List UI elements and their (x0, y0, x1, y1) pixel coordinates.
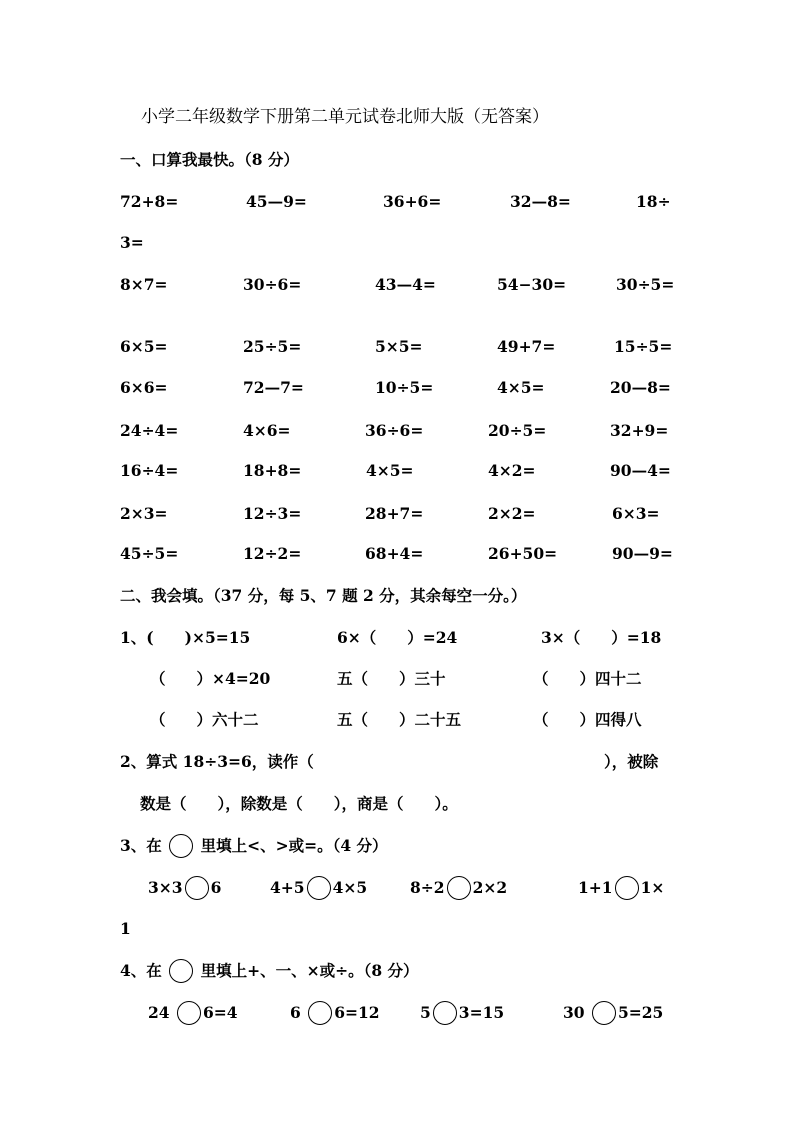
operator-item (563, 1002, 663, 1026)
compare-wrap: 1 (120, 919, 131, 938)
calc-item: 20—8= (610, 378, 671, 397)
calc-item: 90—9= (612, 544, 673, 563)
q3-suffix: 里填上<、>或=。（4 分） (200, 836, 388, 855)
calc-item: 4×6= (243, 421, 291, 440)
fill-blank-item: （ ）四得八 (533, 710, 642, 729)
compare-right: 4×5 (332, 878, 368, 897)
fill-blank-item: 五（ ）三十 (337, 669, 446, 688)
compare-item (410, 877, 507, 901)
calc-item: 2×2= (488, 504, 536, 523)
operator-left: 5 (420, 1003, 431, 1022)
fill-blank-item: （ ）六十二 (150, 710, 259, 729)
compare-right: 1× (640, 878, 665, 897)
calc-item: 36+6= (383, 192, 442, 211)
fill-blank-item: 五（ ）二十五 (337, 710, 462, 729)
blank-circle[interactable] (177, 1001, 201, 1025)
page-title: 小学二年级数学下册第二单元试卷北师大版（无答案） (141, 107, 549, 127)
compare-left: 1+1 (578, 878, 613, 897)
blank-circle[interactable] (592, 1001, 616, 1025)
operator-left: 6 (290, 1003, 301, 1022)
operator-right: 6=12 (334, 1003, 380, 1022)
compare-right: 2×2 (472, 878, 508, 897)
calc-item: 30÷5= (616, 275, 675, 294)
fill-blank-item: 6×（ ）=24 (337, 628, 458, 647)
calc-item: 5×5= (375, 337, 423, 356)
calc-item: 2×3= (120, 504, 168, 523)
calc-item: 45—9= (246, 192, 307, 211)
section2-heading: 二、我会填。（37 分，每 5、7 题 2 分，其余每空一分。） (120, 586, 527, 605)
operator-item (148, 1002, 238, 1026)
operator-right: 3=15 (458, 1003, 505, 1022)
compare-item (270, 877, 367, 901)
q4-instruction (120, 960, 419, 984)
blank-circle[interactable] (308, 1001, 332, 1025)
calc-item: 4×5= (497, 378, 545, 397)
blank-circle[interactable] (169, 959, 193, 983)
calc-item: 45÷5= (120, 544, 179, 563)
compare-right: 6 (210, 878, 222, 897)
blank-circle[interactable] (307, 876, 331, 900)
calc-item: 20÷5= (488, 421, 547, 440)
blank-circle[interactable] (447, 876, 471, 900)
calc-item: 24÷4= (120, 421, 179, 440)
blank-circle[interactable] (185, 876, 209, 900)
section1-heading: 一、口算我最快。（8 分） (120, 150, 299, 169)
calc-item: 26+50= (488, 544, 558, 563)
compare-left: 4+5 (270, 878, 305, 897)
q2-line2: 数是（ ），除数是（ ），商是（ ）。 (140, 794, 458, 813)
compare-left: 8÷2 (410, 878, 445, 897)
compare-item (148, 877, 221, 901)
fill-blank-item: （ ）四十二 (533, 669, 642, 688)
calc-item: 8×7= (120, 275, 168, 294)
calc-item: 90—4= (610, 461, 671, 480)
fill-blank-item: 1、( )×5=15 (120, 628, 251, 647)
q4-prefix: 4、在 (120, 961, 162, 980)
calc-item: 49+7= (497, 337, 556, 356)
blank-circle[interactable] (433, 1001, 457, 1025)
calc-item: 68+4= (365, 544, 424, 563)
calc-item: 4×5= (366, 461, 414, 480)
calc-item: 32—8= (510, 192, 571, 211)
calc-item: 18+8= (243, 461, 302, 480)
calc-item: 43—4= (375, 275, 436, 294)
q2-line1-left: 2、算式 18÷3=6，读作（ (120, 752, 314, 771)
calc-item: 16÷4= (120, 461, 179, 480)
q3-instruction (120, 835, 388, 859)
calc-item: 6×5= (120, 337, 168, 356)
q4-suffix: 里填上+、一、×或÷。（8 分） (200, 961, 419, 980)
calc-item: 6×6= (120, 378, 168, 397)
q3-prefix: 3、在 (120, 836, 162, 855)
calc-item: 30÷6= (243, 275, 302, 294)
calc-item: 15÷5= (614, 337, 673, 356)
operator-left: 30 (563, 1003, 585, 1022)
fill-blank-item: 3×（ ）=18 (541, 628, 662, 647)
calc-item: 32+9= (610, 421, 669, 440)
calc-item: 72—7= (243, 378, 304, 397)
calc-item: 10÷5= (375, 378, 434, 397)
operator-item (420, 1002, 504, 1026)
compare-left: 3×3 (148, 878, 183, 897)
operator-left: 24 (148, 1003, 170, 1022)
blank-circle[interactable] (169, 834, 193, 858)
calc-item: 12÷2= (243, 544, 302, 563)
calc-item: 72+8= (120, 192, 179, 211)
calc-item: 36÷6= (365, 421, 424, 440)
calc-item: 28+7= (365, 504, 424, 523)
calc-item: 6×3= (612, 504, 660, 523)
calc-item: 3= (120, 233, 144, 252)
operator-right: 6=4 (202, 1003, 238, 1022)
q2-line1-right: ），被除 (604, 752, 659, 771)
calc-item: 25÷5= (243, 337, 302, 356)
calc-item: 4×2= (488, 461, 536, 480)
blank-circle[interactable] (615, 876, 639, 900)
calc-item: 18÷ (636, 192, 671, 211)
operator-right: 5=25 (617, 1003, 664, 1022)
calc-item: 54−30= (497, 275, 567, 294)
calc-item: 12÷3= (243, 504, 302, 523)
operator-item (290, 1002, 380, 1026)
compare-item (578, 877, 664, 901)
fill-blank-item: （ ）×4=20 (150, 669, 271, 688)
